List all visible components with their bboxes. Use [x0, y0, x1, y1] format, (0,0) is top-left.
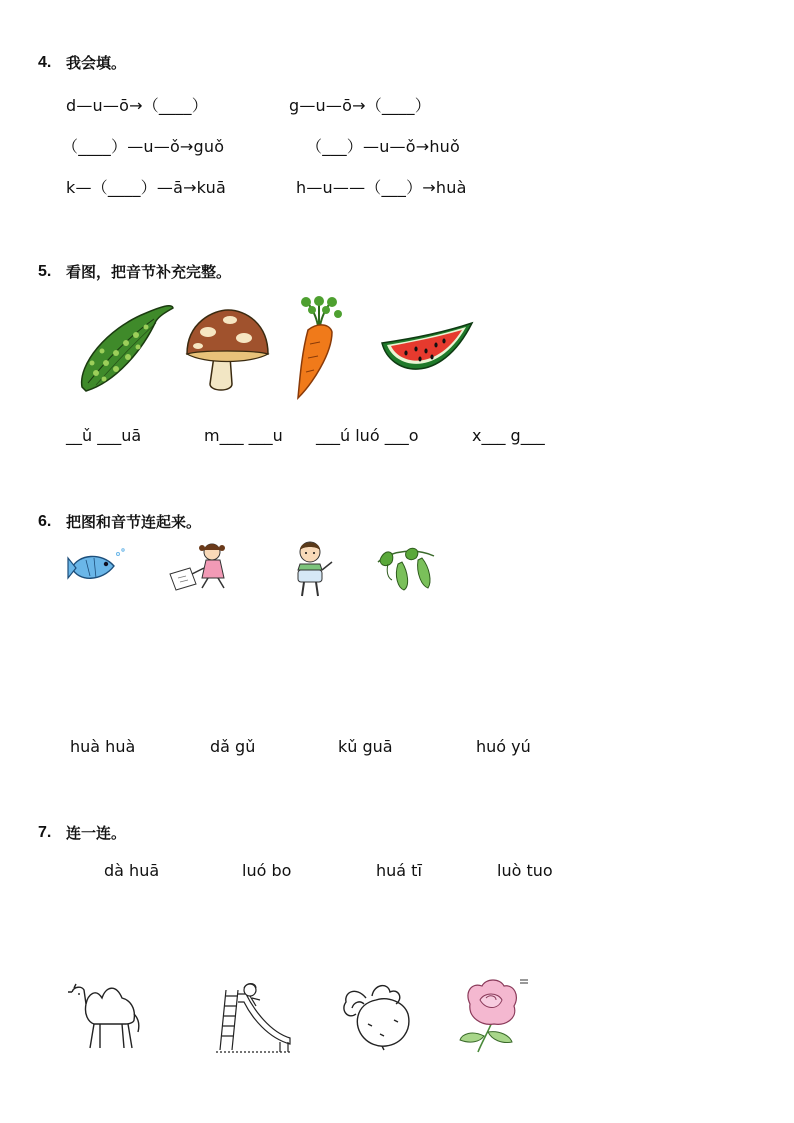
fill-blank-item[interactable]: g—u—ō→（____） — [289, 96, 431, 115]
answer-blank[interactable]: ___ú luó ___o — [316, 426, 419, 445]
question-title: 看图，把音节补充完整。 — [66, 263, 232, 281]
pinyin-word[interactable]: dà huā — [104, 861, 160, 880]
pinyin-word[interactable]: kǔ guā — [338, 737, 393, 756]
question-number: 4. — [38, 54, 52, 71]
watermelon-icon — [380, 321, 474, 381]
pinyin-word[interactable]: huà huà — [70, 737, 136, 756]
gourd-vine-icon[interactable] — [376, 546, 438, 592]
boy-drum-icon[interactable] — [288, 540, 334, 600]
answer-blank[interactable]: x___ g___ — [472, 426, 545, 445]
question-number: 6. — [38, 513, 52, 530]
radish-icon[interactable] — [338, 980, 418, 1050]
pinyin-word[interactable]: luò tuo — [497, 861, 553, 880]
pinyin-word[interactable]: luó bo — [242, 861, 292, 880]
bitter-melon-icon — [76, 305, 176, 393]
question-title: 连一连。 — [66, 824, 127, 842]
question-number: 5. — [38, 263, 52, 280]
mushroom-icon — [184, 308, 270, 394]
answer-blank[interactable]: m___ ___u — [204, 426, 283, 445]
fill-blank-item[interactable]: h—u——（___）→huà — [296, 178, 467, 197]
fill-blank-item[interactable]: （___）—u—ǒ→huǒ — [306, 137, 461, 156]
slide-icon[interactable] — [214, 980, 294, 1054]
question-title: 把图和音节连起来。 — [66, 513, 202, 531]
fill-blank-item[interactable]: d—u—ō→（____） — [66, 96, 208, 115]
pinyin-word[interactable]: huó yú — [476, 737, 531, 756]
carrot-icon — [292, 296, 344, 400]
fill-blank-item[interactable]: k—（____）—ā→kuā — [66, 178, 226, 197]
question-number: 7. — [38, 824, 52, 841]
flower-icon[interactable] — [458, 976, 530, 1054]
girl-drawing-icon[interactable] — [168, 540, 230, 592]
fill-blank-item[interactable]: （____）—u—ǒ→guǒ — [62, 137, 225, 156]
question-title: 我会填。 — [66, 54, 127, 72]
answer-blank[interactable]: __ǔ ___uā — [66, 426, 142, 445]
camel-icon[interactable] — [64, 978, 142, 1052]
pinyin-word[interactable]: dǎ gǔ — [210, 737, 256, 756]
pinyin-word[interactable]: huá tī — [376, 861, 422, 880]
fish-icon[interactable] — [68, 548, 128, 588]
